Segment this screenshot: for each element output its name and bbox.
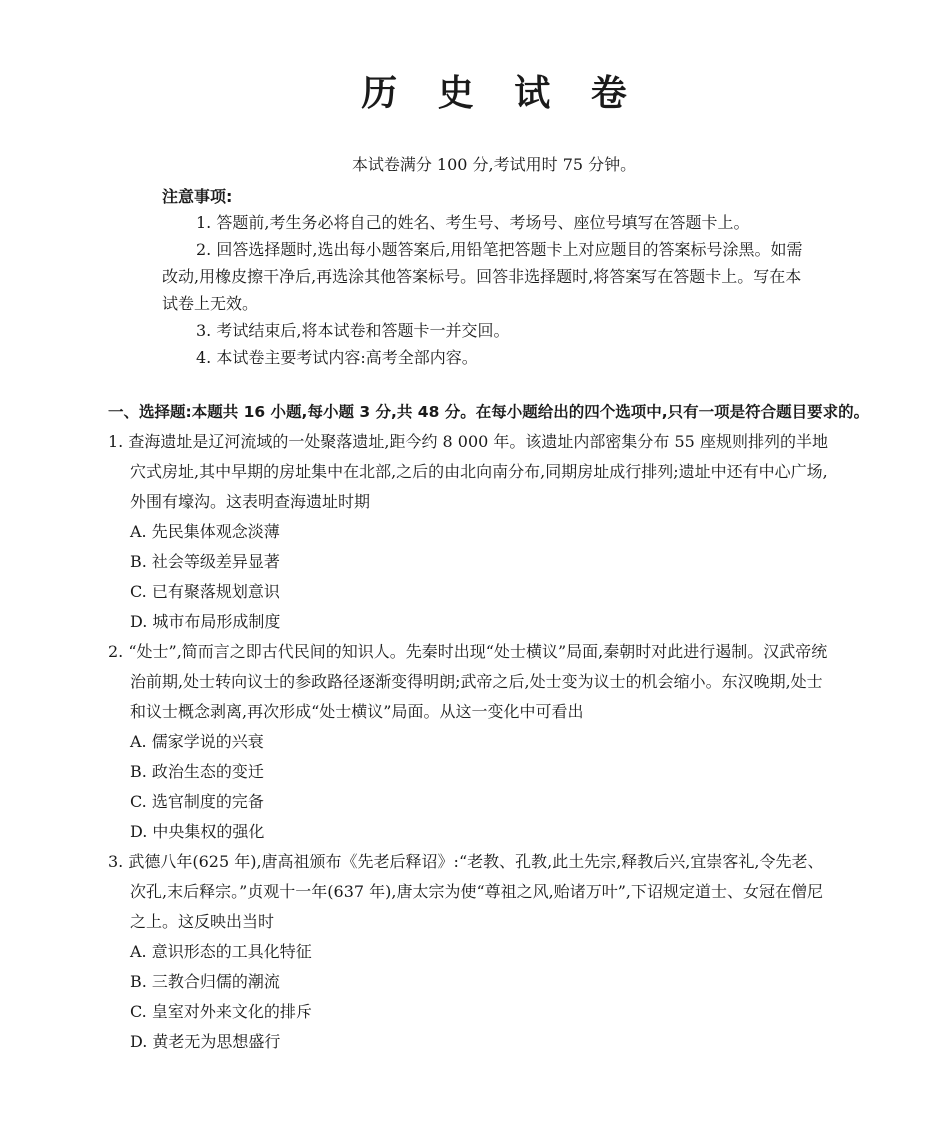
- section-heading: 一、选择题:本题共 16 小题,每小题 3 分,共 48 分。在每小题给出的四个选项中,只有一项是符合题目要求的。: [108, 403, 870, 421]
- notice-item: 1. 答题前,考生务必将自己的姓名、考生号、考场号、座位号填写在答题卡上。: [196, 213, 750, 232]
- option-d: D. 黄老无为思想盛行: [130, 1032, 281, 1051]
- question-stem: 3. 武德八年(625 年),唐高祖颁布《先老后释诏》:“老教、孔教,此土先宗,释教后兴,宜崇客礼,令先老、次孔,末后释宗。”贞观十一年(637 年),唐太宗为使“尊祖之风,贻诸万叶”,下诏规定道士、女冠在僧尼之上。这反映出当时: [108, 852, 824, 931]
- option-a: A. 意识形态的工具化特征: [130, 942, 312, 961]
- option-a: A. 先民集体观念淡薄: [130, 522, 280, 541]
- question-1: [108, 427, 870, 637]
- notice-heading: 注意事项:: [162, 187, 233, 206]
- question-stem: 1. 查海遗址是辽河流域的一处聚落遗址,距今约 8 000 年。该遗址内部密集分布 55 座规则排列的半地穴式房址,其中早期的房址集中在北部,之后的由北向南分布,同期房址成行排列;遗址中还有中心广场,外围有壕沟。这表明查海遗址时期: [108, 432, 828, 511]
- option-b: B. 社会等级差异显著: [130, 552, 280, 571]
- question-stem: 2. “处士”,简而言之即古代民间的知识人。先秦时出现“处士横议”局面,秦朝时对此进行遏制。汉武帝统治前期,处士转向议士的参政路径逐渐变得明朗;武帝之后,处士变为议士的机会缩小。东汉晚期,处士和议士概念剥离,再次形成“处士横议”局面。从这一变化中可看出: [108, 642, 828, 721]
- question-3: [108, 847, 870, 1057]
- question-2: [108, 637, 870, 847]
- notice-item: 4. 本试卷主要考试内容:高考全部内容。: [196, 348, 478, 367]
- option-c: C. 皇室对外来文化的排斥: [130, 1002, 312, 1021]
- page-title: 历 史 试 卷: [361, 73, 641, 114]
- option-d: D. 城市布局形成制度: [130, 612, 281, 631]
- option-c: C. 选官制度的完备: [130, 792, 264, 811]
- option-b: B. 三教合归儒的潮流: [130, 972, 280, 991]
- exam-meta: 本试卷满分 100 分,考试用时 75 分钟。: [351, 155, 637, 174]
- notice-item: 3. 考试结束后,将本试卷和答题卡一并交回。: [196, 321, 510, 340]
- notice-list: [162, 209, 812, 371]
- option-c: C. 已有聚落规划意识: [130, 582, 280, 601]
- option-a: A. 儒家学说的兴衰: [130, 732, 264, 751]
- option-b: B. 政治生态的变迁: [130, 762, 264, 781]
- notice-item: 2. 回答选择题时,选出每小题答案后,用铅笔把答题卡上对应题目的答案标号涂黑。如需改动,用橡皮擦干净后,再选涂其他答案标号。回答非选择题时,将答案写在答题卡上。写在本试卷上无效。: [162, 240, 803, 313]
- option-d: D. 中央集权的强化: [130, 822, 265, 841]
